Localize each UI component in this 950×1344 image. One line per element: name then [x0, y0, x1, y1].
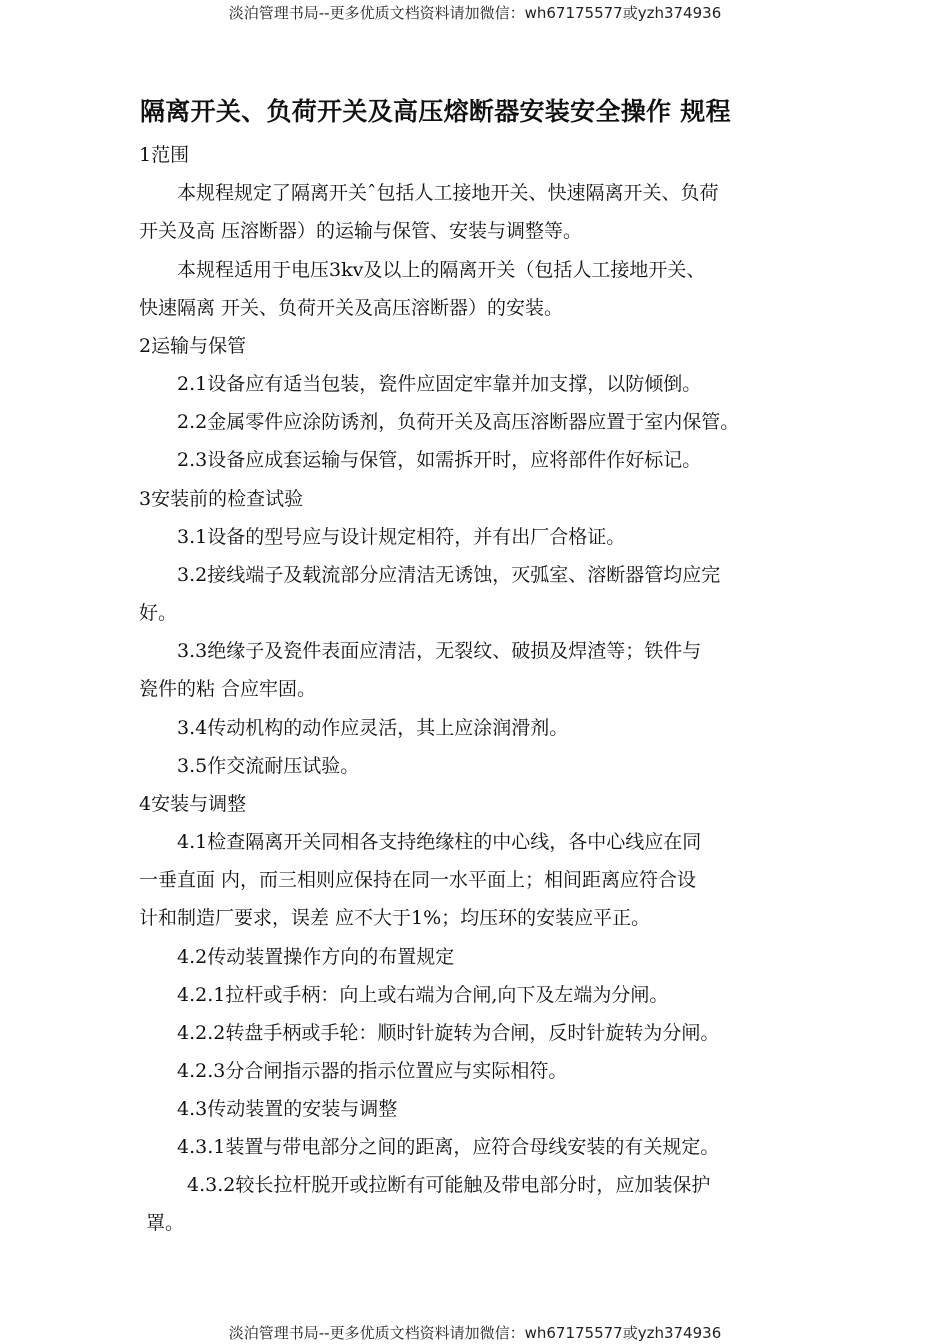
document-title: 隔离开关、负荷开关及高压熔断器安装安全操作 规程: [140, 97, 731, 126]
section-heading-transport: 2运输与保管: [139, 335, 247, 357]
clause-line: 3.1设备的型号应与设计规定相符，并有出厂合格证。: [177, 526, 626, 548]
section-heading-installation: 4安装与调整: [139, 793, 247, 815]
clause-line: 4.2.3分合闸指示器的指示位置应与实际相符。: [177, 1060, 568, 1082]
clause-line: 好。: [139, 602, 178, 624]
clause-line: 3.2接线端子及载流部分应清洁无诱蚀，灭弧室、溶断器管均应完: [177, 564, 721, 586]
clause-line: 2.1设备应有适当包装，瓷件应固定牢靠并加支撑，以防倾倒。: [177, 373, 702, 395]
paragraph-line: 本规程规定了隔离开关ˆ包括人工接地开关、快速隔离开关、负荷: [177, 182, 719, 204]
clause-line: 2.3设备应成套运输与保管，如需拆开时，应将部件作好标记。: [177, 449, 702, 471]
clause-line: 4.2.1拉杆或手柄：向上或右端为合闸,向下及左端为分闸。: [177, 984, 669, 1006]
paragraph-line: 快速隔离 开关、负荷开关及高压溶断器）的安装。: [139, 297, 564, 319]
clause-line: 计和制造厂要求，误差 应不大于1%；均压环的安装应平正。: [139, 907, 651, 929]
clause-line: 罩。: [146, 1212, 185, 1234]
clause-line: 3.3绝缘子及瓷件表面应清洁，无裂纹、破损及焊渣等；铁件与: [177, 640, 702, 662]
clause-line: 3.4传动机构的动作应灵活，其上应涂润滑剂。: [177, 717, 569, 739]
section-heading-inspection: 3安装前的检查试验: [139, 488, 304, 510]
paragraph-line: 开关及高 压溶断器）的运输与保管、安装与调整等。: [139, 220, 583, 242]
clause-line: 4.3.1装置与带电部分之间的距离，应符合母线安装的有关规定。: [177, 1136, 720, 1158]
section-heading-scope: 1范围: [139, 144, 190, 166]
clause-line: 4.2.2转盘手柄或手轮：顺时针旋转为合闸，反时针旋转为分闸。: [177, 1022, 720, 1044]
clause-line: 一垂直面 内，而三相则应保持在同一水平面上；相间距离应符合设: [139, 869, 697, 891]
paragraph-line: 本规程适用于电压3kv及以上的隔离开关（包括人工接地开关、: [177, 259, 706, 281]
clause-line: 4.3.2较长拉杆脱开或拉断有可能触及带电部分时，应加装保护: [187, 1174, 711, 1196]
clause-line: 4.1检查隔离开关同相各支持绝缘柱的中心线，各中心线应在同: [177, 831, 702, 853]
clause-line: 4.2传动装置操作方向的布置规定: [177, 946, 455, 968]
page-footer-watermark: 淡泊管理书局--更多优质文档资料请加微信：wh67175577或yzh374936: [228, 1324, 722, 1342]
clause-line: 2.2金属零件应涂防诱剂，负荷开关及高压溶断器应置于室内保管。: [177, 411, 740, 433]
page-header-watermark: 淡泊管理书局--更多优质文档资料请加微信：wh67175577或yzh374936: [228, 4, 722, 22]
clause-line: 3.5作交流耐压试验。: [177, 755, 360, 777]
clause-line: 瓷件的粘 合应牢固。: [139, 678, 317, 700]
clause-line: 4.3传动装置的安装与调整: [177, 1098, 398, 1120]
